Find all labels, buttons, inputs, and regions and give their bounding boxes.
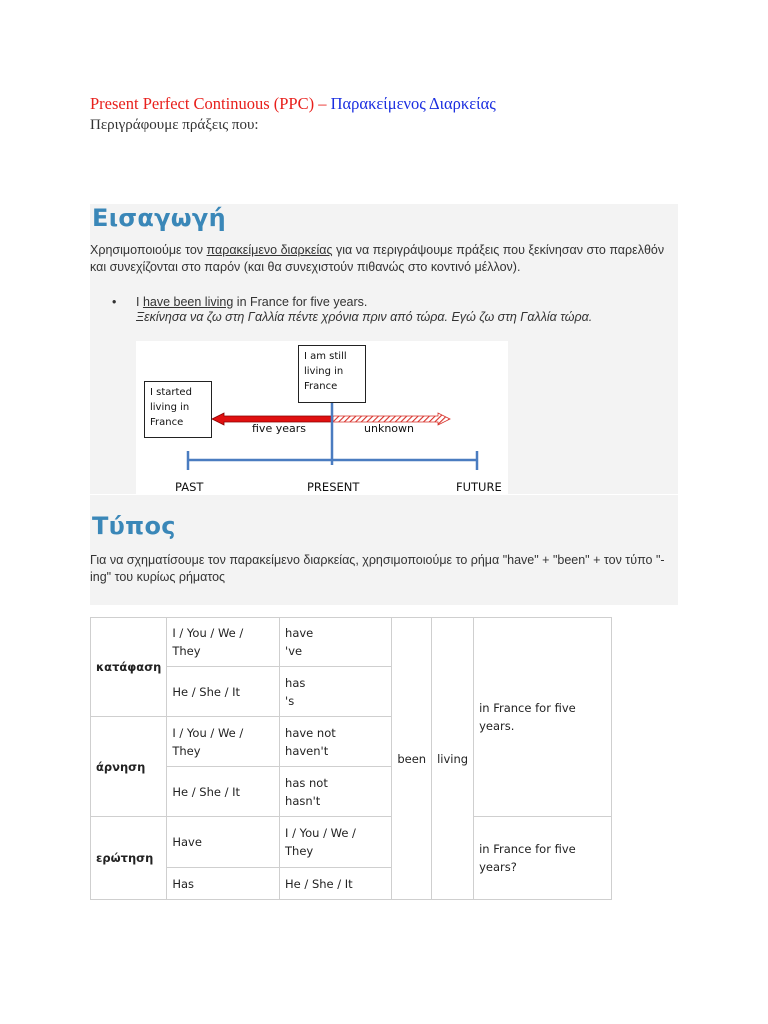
started-living-box — [144, 381, 212, 438]
been-cell: been — [392, 618, 432, 900]
neg-plural-full: have not — [285, 725, 336, 740]
question-label: ερώτηση — [91, 817, 167, 900]
title-greek: Παρακείμενος Διαρκείας — [330, 94, 496, 113]
started-line-1: I started — [150, 387, 192, 398]
example-underlined: have been living — [142, 295, 234, 309]
timeline-diagram — [136, 341, 508, 494]
intro-panel — [90, 204, 678, 494]
q-subject-plural-line-2: They — [285, 844, 314, 858]
neg-single-short: hasn't — [285, 793, 321, 808]
neg-plural-cell — [280, 717, 392, 767]
statement-end-cell: in France for five years. — [474, 618, 612, 817]
example-post: in France for five years. — [233, 295, 368, 309]
subject-single-cell: He / She / It — [167, 667, 280, 717]
started-line-2: living in — [150, 402, 190, 413]
aff-single-short: 's — [285, 693, 295, 708]
aff-plural-cell — [280, 618, 392, 667]
still-line-1: I am still — [304, 351, 347, 362]
affirmative-label: κατάφαση — [91, 618, 167, 717]
unknown-label: unknown — [364, 422, 414, 435]
title-english: Present Perfect Continuous (PPC) – — [90, 94, 331, 113]
intro-para-before: Χρησιμοποιούμε τον — [90, 243, 207, 257]
intro-para-after: για να περιγράψουμε πράξεις που ξεκίνησαν στο παρελθόν και συνεχίζονται στο παρόν (και θα συνεχιστούν πιθανώς στο κοντινό μέλλον). — [90, 243, 665, 274]
q-subject-plural-line-1: I / You / We / — [285, 826, 356, 840]
past-label: PAST — [175, 480, 204, 494]
q-has-cell: Has — [167, 868, 280, 900]
started-line-3: France — [150, 417, 184, 428]
example-translation: Ξεκίνησα να ζω στη Γαλλία πέντε χρόνια πριν από τώρα. Εγώ ζω στη Γαλλία τώρα. — [136, 310, 593, 324]
subject-single-cell: He / She / It — [167, 767, 280, 817]
aff-single-full: has — [285, 675, 306, 690]
still-line-3: France — [304, 381, 338, 392]
table-row — [91, 817, 612, 868]
q-subject-plural-cell — [280, 817, 392, 868]
bullet-marker: • — [112, 295, 117, 309]
example-pre: I — [136, 295, 143, 309]
form-heading: Τύπος — [92, 512, 176, 540]
intro-paragraph — [90, 242, 670, 276]
still-living-box — [298, 345, 366, 403]
aff-single-cell — [280, 667, 392, 717]
example-sentence — [136, 294, 367, 311]
five-years-label: five years — [252, 422, 306, 435]
subject-plural-cell: I / You / We / They — [167, 618, 280, 667]
aff-plural-short: 've — [285, 644, 303, 658]
neg-single-cell — [280, 767, 392, 817]
table-row — [91, 618, 612, 667]
q-have-cell: Have — [167, 817, 280, 868]
intro-heading: Εισαγωγή — [92, 204, 226, 232]
aff-plural-full: have — [285, 626, 314, 640]
page-title — [90, 94, 496, 114]
form-panel — [90, 495, 678, 605]
intro-para-link[interactable]: παρακείμενο διαρκείας — [206, 243, 333, 257]
neg-plural-short: haven't — [285, 743, 329, 758]
conjugation-table — [90, 617, 612, 900]
future-label: FUTURE — [456, 480, 502, 494]
present-label: PRESENT — [307, 480, 360, 494]
q-subject-single-cell: He / She / It — [280, 868, 392, 900]
still-line-2: living in — [304, 366, 344, 377]
living-cell: living — [432, 618, 474, 900]
form-paragraph: Για να σχηματίσουμε τον παρακείμενο διαρκείας, χρησιμοποιούμε το ρήμα "have" + "been" + τον τύπο "-ing" του κυρίως ρήματος — [90, 553, 665, 584]
subject-plural-cell: I / You / We / They — [167, 717, 280, 767]
page-subtitle: Περιγράφουμε πράξεις που: — [90, 117, 259, 133]
question-end-cell: in France for five years? — [474, 817, 612, 900]
neg-single-full: has not — [285, 775, 328, 790]
negative-label: άρνηση — [91, 717, 167, 817]
